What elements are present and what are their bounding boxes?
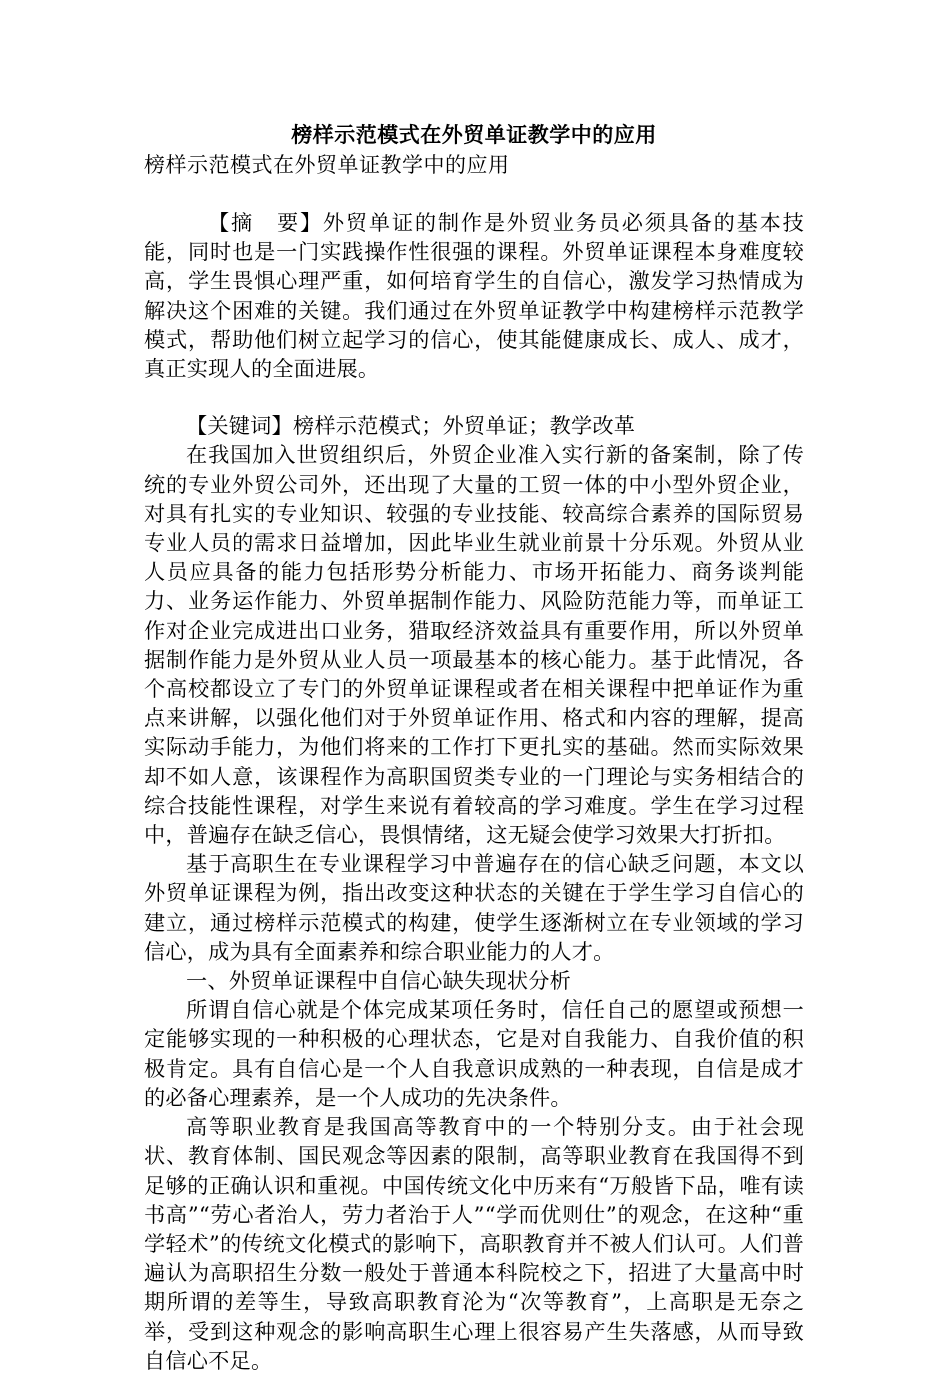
paragraph-gap bbox=[144, 383, 804, 411]
abstract-paragraph: 【摘 要】外贸单证的制作是外贸业务员必须具备的基本技能，同时也是一门实践操作性很强的课程。外贸单证课程本身难度较高，学生畏惧心理严重，如何培育学生的自信心，激发学习热情成为解决这个困难的关键。我们通过在外贸单证教学中构建榜样示范教学模式，帮助他们树立起学习的信心，使其能健康成长、成人、成才，真正实现人的全面进展。 bbox=[144, 210, 804, 382]
keywords-line: 【关键词】榜样示范模式；外贸单证；教学改革 bbox=[186, 413, 636, 439]
document-page bbox=[144, 120, 804, 1375]
body-paragraph-3: 所谓自信心就是个体完成某项任务时，信任自己的愿望或预想一定能够实现的一种积极的心理状态，它是对自我能力、自我价值的积极肯定。具有自信心是一个人自我意识成熟的一种表现，自信是成才的必备心理素养，是一个人成功的先决条件。 bbox=[144, 997, 804, 1110]
body-paragraph-1: 在我国加入世贸组织后，外贸企业准入实行新的备案制，除了传统的专业外贸公司外，还出现了大量的工贸一体的中小型外贸企业，对具有扎实的专业知识、较强的专业技能、较高综合素养的国际贸易专业人员的需求日益增加，因此毕业生就业前景十分乐观。外贸从业人员应具备的能力包括形势分析能力、市场开拓能力、商务谈判能力、业务运作能力、外贸单据制作能力、风险防范能力等，而单证工作对企业完成进出口业务，猎取经济效益具有重要作用，所以外贸单据制作能力是外贸从业人员一项最基本的核心能力。基于此情况，各个高校都设立了专门的外贸单证课程或者在相关课程中把单证作为重点来讲解，以强化他们对于外贸单证作用、格式和内容的理解，提高实际动手能力，为他们将来的工作打下更扎实的基础。然而实际效果却不如人意，该课程作为高职国贸类专业的一门理论与实务相结合的综合技能性课程，对学生来说有着较高的学习难度。学生在学习过程中，普遍存在缺乏信心，畏惧情绪，这无疑会使学习效果大打折扣。 bbox=[144, 442, 804, 848]
body-paragraph-4: 高等职业教育是我国高等教育中的一个特别分支。由于社会现状、教育体制、国民观念等因素的限制，高等职业教育在我国得不到足够的正确认识和重视。中国传统文化中历来有“万般皆下品，唯有读书高”“劳心者治人，劳力者治于人”“学而优则仕”的观念，在这种“重学轻术”的传统文化模式的影响下，高职教育并不被人们认可。人们普遍认为高职招生分数一般处于普通本科院校之下，招进了大量高中时期所谓的差等生，导致高职教育沦为“次等教育”，上高职是无奈之举，受到这种观念的影响高职生心理上很容易产生失落感，从而导致自信心不足。 bbox=[144, 1114, 804, 1373]
document-subtitle: 榜样示范模式在外贸单证教学中的应用 bbox=[144, 153, 510, 177]
body-paragraph-2: 基于高职生在专业课程学习中普遍存在的信心缺乏问题，本文以外贸单证课程为例，指出改变这种状态的关键在于学生学习自信心的建立，通过榜样示范模式的构建，使学生逐渐树立在专业领域的学习信心，成为具有全面素养和综合职业能力的人才。 bbox=[144, 851, 804, 964]
section-heading-1: 一、外贸单证课程中自信心缺失现状分析 bbox=[186, 968, 571, 994]
document-title: 榜样示范模式在外贸单证教学中的应用 bbox=[291, 122, 657, 147]
